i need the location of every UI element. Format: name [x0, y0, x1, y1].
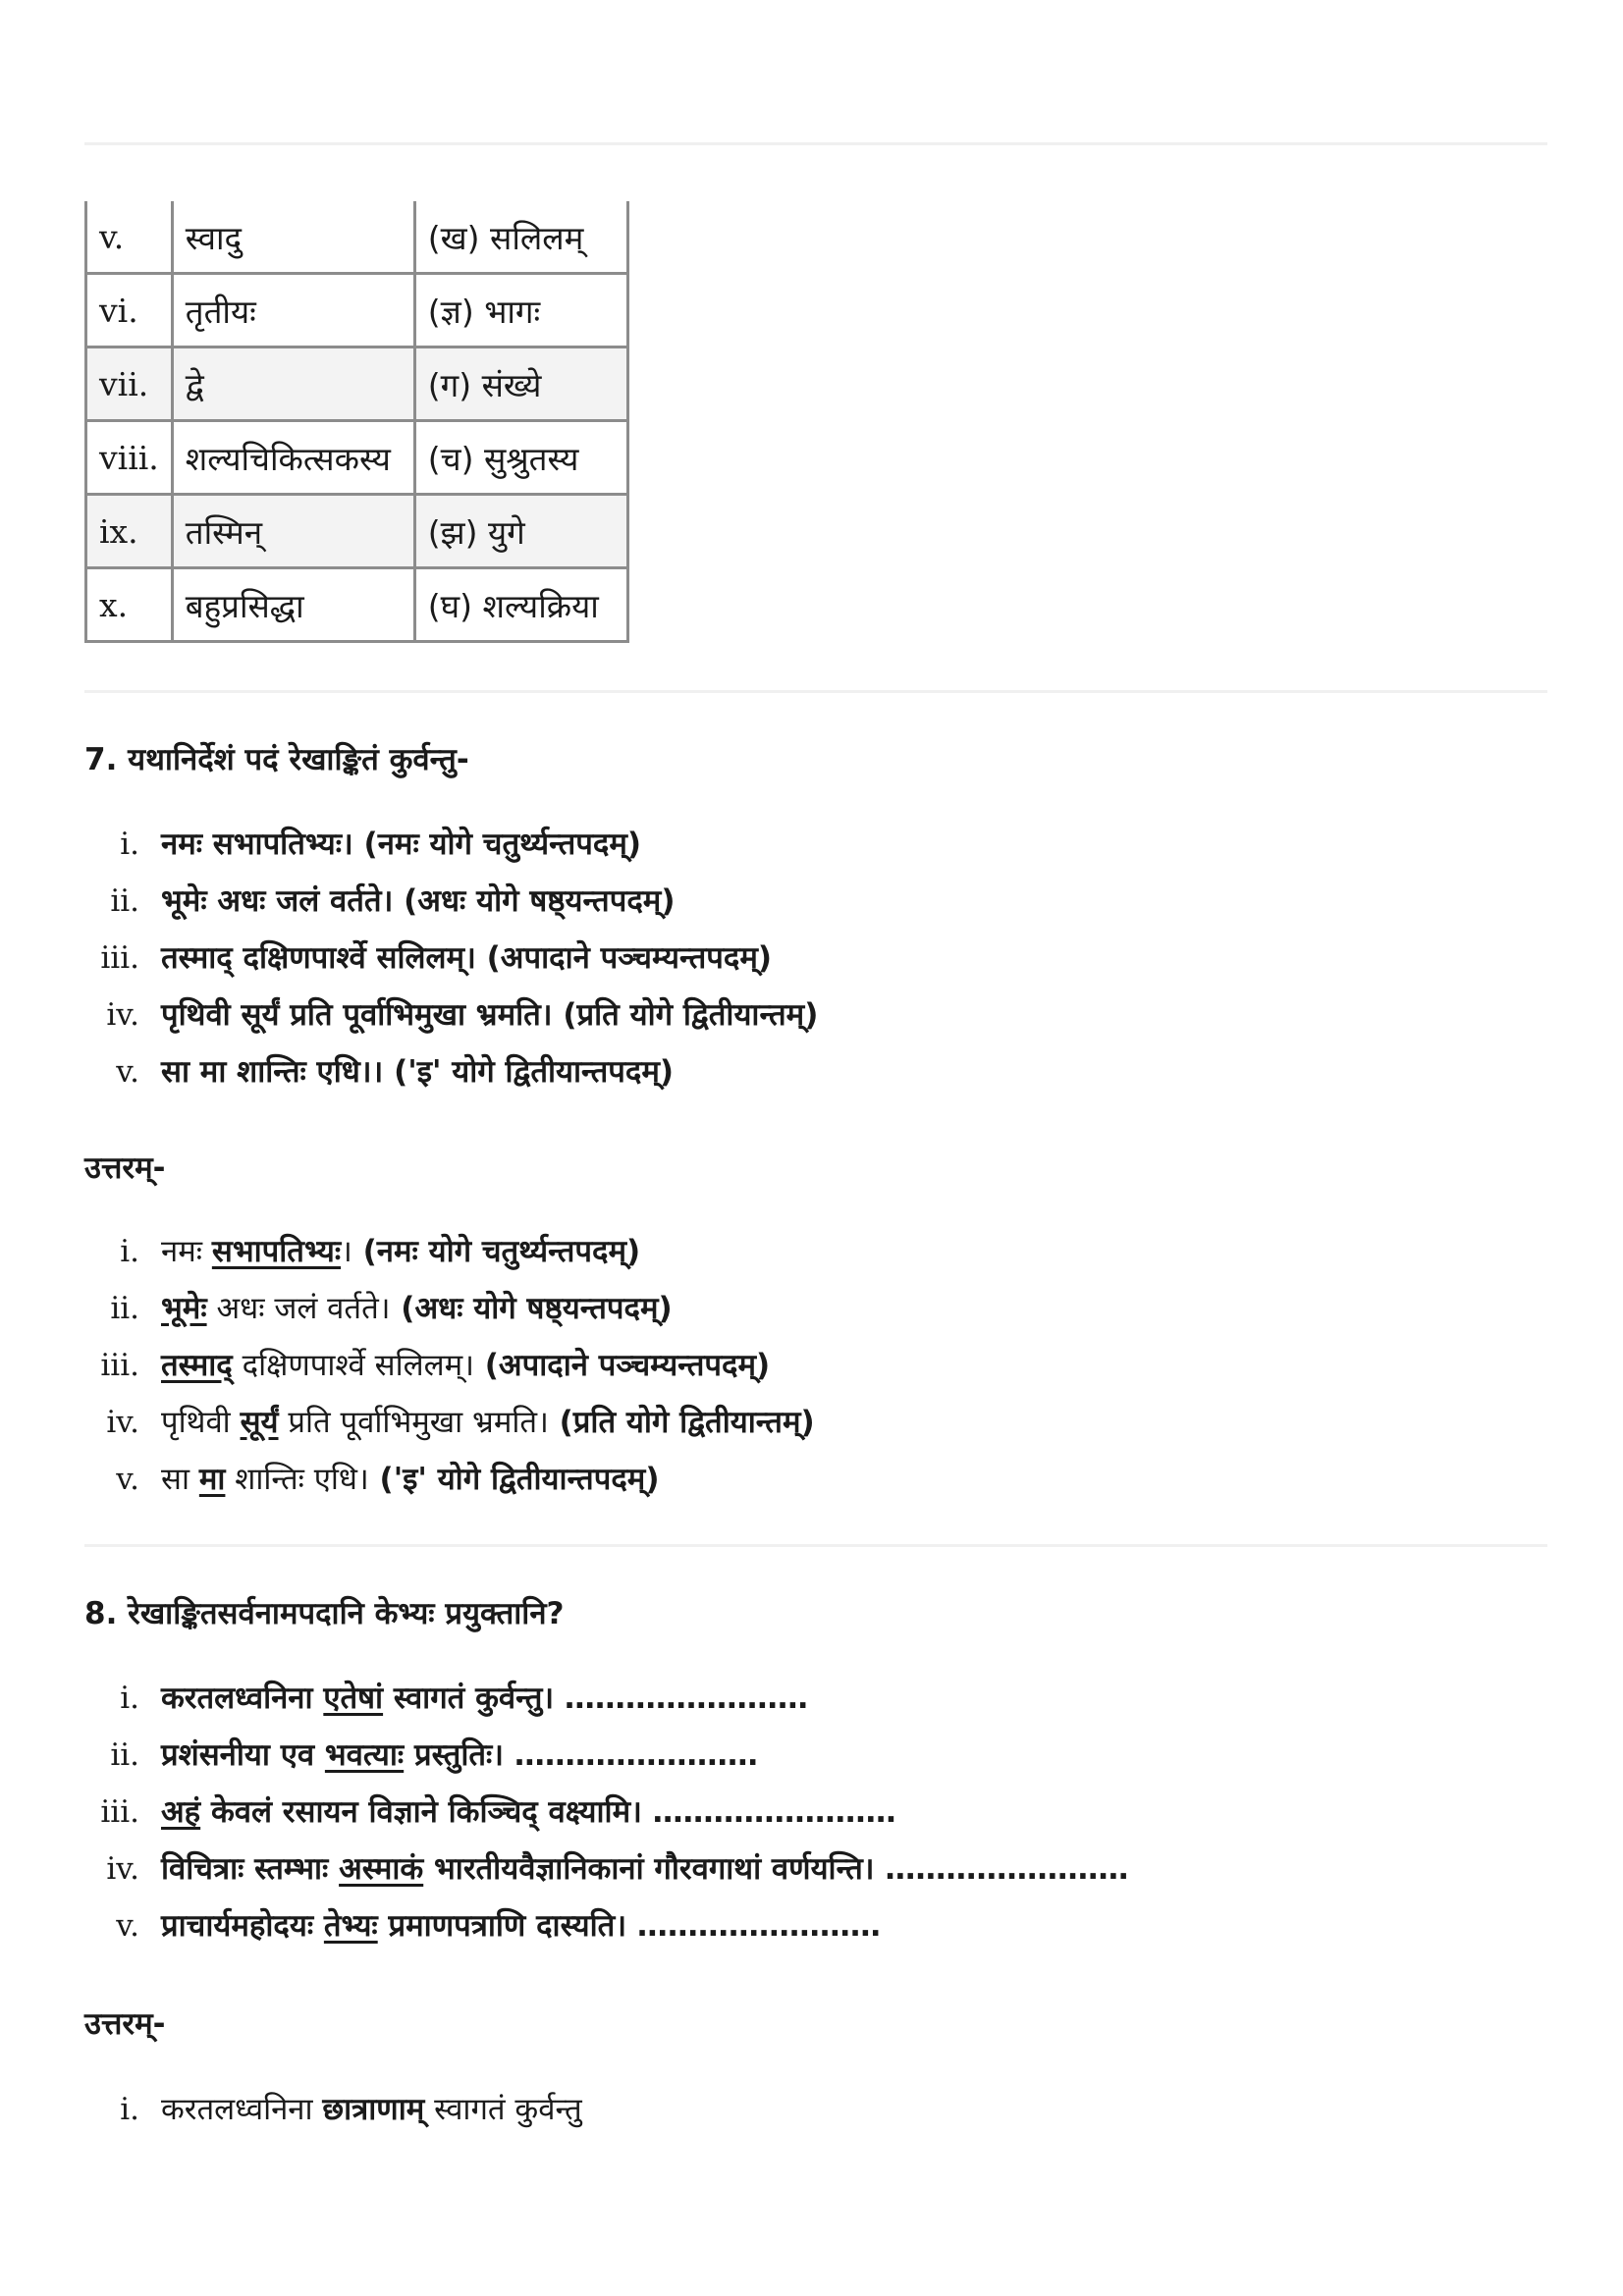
question-7-list [84, 823, 818, 1107]
answer-label: उत्तरम्- [84, 2006, 166, 2042]
answer-text: सा [161, 1462, 199, 1497]
row-number: v. [86, 201, 173, 274]
answer-text: स्वागतं कुर्वन्तु [424, 2092, 582, 2127]
list-item [84, 880, 818, 936]
row-match: (झ) युगे [414, 495, 627, 568]
list-item [84, 1401, 815, 1458]
item-text: नमः सभापतिभ्यः। (नमः योगे चतुर्थ्यन्तपदम्) [161, 827, 642, 862]
question-8-title: 8. रेखाङ्कितसर्वनामपदानि केभ्यः प्रयुक्तानि? [84, 1596, 565, 1631]
table-row [86, 347, 628, 421]
underlined-word: सभापतिभ्यः [211, 1234, 342, 1269]
table-row [86, 274, 628, 347]
list-item [84, 1287, 815, 1344]
row-match: (ग) संख्ये [414, 347, 627, 421]
answer-text: शान्तिः एधि। [225, 1462, 369, 1497]
underlined-word: सूर्यं [240, 1405, 279, 1440]
list-item [84, 1790, 1128, 1847]
item-number: ii. [110, 883, 139, 919]
item-number: i. [120, 827, 139, 862]
answer-text: नमः [161, 1234, 212, 1269]
answer-text: प्रति पूर्वाभिमुखा भ्रमति। [278, 1405, 549, 1440]
item-text: प्रमाणपत्राणि दास्यति। …………………… [377, 1908, 881, 1944]
item-number: ii. [110, 1291, 139, 1326]
underlined-word: एतेषां [323, 1681, 384, 1716]
item-text: भारतीयवैज्ञानिकानां गौरवगाथां वर्णयन्ति। …………………… [423, 1851, 1129, 1887]
answer-text: अधः जलं वर्तते। [206, 1291, 391, 1326]
divider [84, 1544, 1547, 1547]
question-8-answers [84, 2088, 582, 2145]
row-word: द्वे [172, 347, 414, 421]
answer-hint: ('इ' योगे द्वितीयान्तपदम्) [368, 1462, 660, 1497]
answer-hint: (प्रति योगे द्वितीयान्तम्) [548, 1405, 815, 1440]
question-7-answers [84, 1230, 815, 1515]
table-row [86, 201, 628, 274]
divider [84, 142, 1547, 145]
answer-text: दक्षिणपार्श्वे सलिलम्। [232, 1348, 474, 1383]
table-row [86, 495, 628, 568]
row-match: (ख) सलिलम् [414, 201, 627, 274]
item-number: ii. [110, 1737, 139, 1773]
row-match: (ज्ञ) भागः [414, 274, 627, 347]
item-text: विचित्राः स्तम्भाः [161, 1851, 340, 1887]
underlined-word: अस्माकं [339, 1851, 424, 1887]
answer-hint: (नमः योगे चतुर्थ्यन्तपदम्) [352, 1234, 641, 1269]
item-number: i. [120, 2092, 139, 2127]
row-number: ix. [86, 495, 173, 568]
list-item [84, 1458, 815, 1515]
item-number: iii. [100, 940, 139, 976]
item-text: स्वागतं कुर्वन्तु। …………………… [383, 1681, 808, 1716]
item-number: v. [116, 1908, 139, 1944]
row-number: vi. [86, 274, 173, 347]
list-item [84, 1344, 815, 1401]
underlined-word: भूमेः [161, 1291, 207, 1326]
row-word: शल्यचिकित्सकस्य [172, 421, 414, 495]
underlined-word: मा [198, 1462, 226, 1497]
item-number: iii. [100, 1794, 139, 1830]
list-item [84, 1050, 818, 1107]
item-number: i. [120, 1234, 139, 1269]
underlined-word: तस्माद् [161, 1348, 233, 1383]
question-8-list [84, 1677, 1128, 1961]
underlined-word: तेभ्यः [323, 1908, 378, 1944]
item-number: iii. [100, 1348, 139, 1383]
item-text: पृथिवी सूर्यं प्रति पूर्वाभिमुखा भ्रमति। (प्रति योगे द्वितीयान्तम्) [161, 997, 819, 1033]
answer-word: छात्राणाम् [322, 2092, 425, 2127]
row-number: viii. [86, 421, 173, 495]
item-text: प्रस्तुतिः। …………………… [404, 1737, 758, 1773]
item-text: सा मा शान्तिः एधि।। ('इ' योगे द्वितीयान्तपदम्) [161, 1054, 675, 1090]
question-7-title: 7. यथानिर्देशं पदं रेखाङ्कितं कुर्वन्तु- [84, 742, 469, 777]
list-item [84, 1734, 1128, 1790]
item-text: करतलध्वनिना [161, 1681, 324, 1716]
row-number: x. [86, 568, 173, 642]
row-word: तृतीयः [172, 274, 414, 347]
answer-text: पृथिवी [161, 1405, 241, 1440]
item-number: iv. [106, 1851, 139, 1887]
item-text: प्राचार्यमहोदयः [161, 1908, 324, 1944]
row-word: तस्मिन् [172, 495, 414, 568]
table-row [86, 421, 628, 495]
answer-hint: (अधः योगे षष्ठ्यन्तपदम्) [390, 1291, 673, 1326]
answer-label: उत्तरम्- [84, 1150, 166, 1186]
underlined-word: अहं [161, 1794, 201, 1830]
answer-hint: (अपादाने पञ्चम्यन्तपदम्) [473, 1348, 771, 1383]
row-match: (घ) शल्यक्रिया [414, 568, 627, 642]
item-text: भूमेः अधः जलं वर्तते। (अधः योगे षष्ठ्यन्तपदम्) [161, 883, 676, 919]
item-number: v. [116, 1462, 139, 1497]
list-item [84, 1904, 1128, 1961]
table-row [86, 568, 628, 642]
item-text: तस्माद् दक्षिणपार्श्वे सलिलम्। (अपादाने पञ्चम्यन्तपदम्) [161, 940, 773, 976]
answer-text: । [341, 1234, 352, 1269]
row-word: बहुप्रसिद्धा [172, 568, 414, 642]
divider [84, 690, 1547, 693]
list-item [84, 1847, 1128, 1904]
list-item [84, 2088, 582, 2145]
underlined-word: भवत्याः [324, 1737, 405, 1773]
list-item [84, 936, 818, 993]
item-number: i. [120, 1681, 139, 1716]
item-number: iv. [106, 997, 139, 1033]
list-item [84, 823, 818, 880]
row-match: (च) सुश्रुतस्य [414, 421, 627, 495]
list-item [84, 993, 818, 1050]
row-number: vii. [86, 347, 173, 421]
list-item [84, 1677, 1128, 1734]
matching-table [84, 201, 629, 643]
item-number: v. [116, 1054, 139, 1090]
item-number: iv. [106, 1405, 139, 1440]
item-text: केवलं रसायन विज्ञाने किञ्चिद् वक्ष्यामि। …………………… [200, 1794, 896, 1830]
answer-text: करतलध्वनिना [161, 2092, 323, 2127]
item-text: प्रशंसनीया एव [161, 1737, 325, 1773]
row-word: स्वादु [172, 201, 414, 274]
list-item [84, 1230, 815, 1287]
